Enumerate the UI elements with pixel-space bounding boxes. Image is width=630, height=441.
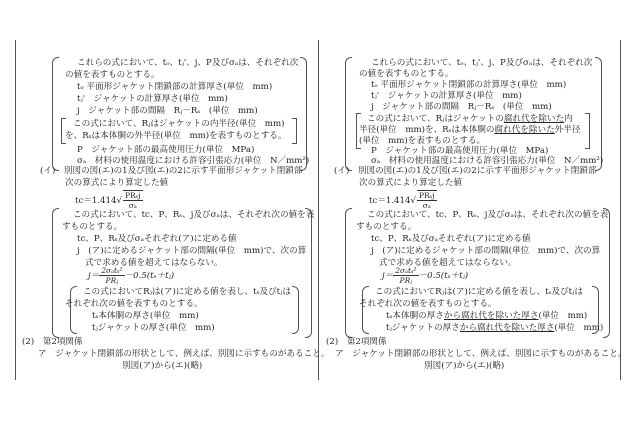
text-line: 半径(単位 mm)を、Rₛは本体胴の腐れ代を除いた外半径 — [359, 125, 581, 135]
text-line: tⱼジャケットの厚さ(単位 mm) — [92, 323, 215, 333]
paren-close — [305, 208, 312, 338]
text-line: 次の算式により算定した値 — [65, 178, 169, 188]
text-line: ア ジャケット閉鎖部の形状として、例えば、別図に示すものがあること。 — [38, 349, 330, 359]
text-line: (単位 mm)を表すものとする。 — [359, 136, 486, 146]
text-line: の値を表すものとする。 — [359, 69, 454, 79]
text-line: これらの式において、tₒ、tⱼ'、j、P及びσₐは、それぞれ次 — [77, 58, 299, 68]
text-line: tₒ 平面形ジャケット閉鎖部の計算厚さ(単位 mm) — [371, 80, 567, 90]
text-line: tⱼ' ジャケットの計算厚さ(単位 mm) — [371, 91, 522, 101]
section-heading: (2) 第2項関係 — [22, 337, 83, 347]
paren-open — [345, 57, 352, 171]
text-line: tₛ本体胴の厚さ(単位 mm) — [92, 311, 199, 321]
paren-close — [603, 208, 610, 338]
text-line: の値を表すものとする。 — [65, 70, 160, 80]
paren-close — [292, 286, 299, 334]
text-line: P ジャケット部の最高使用圧力(単位 MPa) — [77, 145, 255, 155]
tc-formula: tc＝1.414√ $\frac{\text{PRₛj}}{\text{σₐ}}$ — [75, 191, 141, 210]
text-line: 別図(ア)から(エ)(略) — [424, 361, 505, 371]
text-line: を、Rₛは本体胴の外半径(単位 mm)を表すものとする。 — [65, 131, 287, 141]
text-line: tc、P、Rₛ及びσₐそれぞれ(ア)に定める値 — [77, 234, 237, 244]
text-line: j (ア)に定めるジャケット部の間隔(単位 mm)で、次の算 — [77, 246, 307, 256]
text-line: それぞれ次の値を表すものとする。 — [359, 299, 497, 309]
paren-close — [300, 57, 307, 171]
text-line: それぞれ次の値を表すものとする。 — [65, 299, 203, 309]
paren-close — [595, 57, 602, 171]
j-formula: j＝ $\frac{\text{2σₐtₛ²}}{\text{PRⱼ}}$ －0.5(tₛ＋tⱼ) — [88, 266, 175, 285]
text-line: ア ジャケット閉鎖部の形状として、例えば、別図に示すものがあること。 — [335, 349, 627, 359]
text-line: tⱼジャケットの厚さから腐れ代を除いた厚さ(単位 mm) — [386, 323, 604, 333]
margin-rule-left — [15, 40, 16, 380]
text-line: σₐ 材料の使用温度における許容引張応力(単位 N／mm²) — [77, 156, 310, 166]
text-line: j (ア)に定めるジャケット部の間隔(単位 mm)で、次の算 — [371, 246, 601, 256]
text-line: すものとする。 — [356, 222, 417, 232]
column-divider — [318, 40, 319, 380]
bracket-close — [292, 118, 297, 144]
text-line: 別図(ア)から(エ)(略) — [122, 361, 203, 371]
text-line: tc、P、Rₛ及びσₐそれぞれ(ア)に定める値 — [371, 234, 531, 244]
text-line: P ジャケット部の最高使用圧力(単位 MPa) — [371, 146, 549, 156]
paren-open — [70, 286, 77, 334]
text-line: tₛ本体胴の厚さから腐れ代を除いた厚さ(単位 mm) — [386, 311, 588, 321]
bracket-close — [585, 113, 590, 149]
text-line: この式においてRⱼは(ア)に定める値を表し、tₛ及びtⱼは — [375, 287, 583, 297]
text-line: σₐ 材料の使用温度における許容引張応力(単位 N／mm²) — [371, 156, 604, 166]
paren-open — [52, 208, 59, 338]
j-formula: j＝ $\frac{\text{2σₐtₛ²}}{\text{PRⱼ}}$ －0.5(tₛ＋tⱼ) — [382, 266, 469, 285]
text-line: この式において、tc、P、Rₛ、j及びσₐは、それぞれ次の値を表 — [73, 210, 315, 220]
section-heading: (イ) 別図の図(エ)の1及び図(エ)の2に示す平面形ジャケット閉鎖部 — [40, 166, 303, 176]
text-line: この式において、Rⱼはジャケットの内半径(単位 mm) — [73, 119, 285, 129]
text-line: この式において、Rⱼはジャケットの腐れ代を除いた内 — [367, 114, 573, 124]
section-heading: (2) 第2項関係 — [326, 337, 387, 347]
text-line: すものとする。 — [62, 222, 123, 232]
paren-open — [362, 286, 369, 334]
section-heading: (イ) 別図の図(エ)の1及び図(エ)の2に示す平面形ジャケット閉鎖部 — [334, 166, 597, 176]
tc-formula: tc＝1.414√ $\frac{\text{PRₛj}}{\text{σₐ}}$ — [369, 191, 435, 210]
text-line: この式において、tc、P、Rₛ、j及びσₐは、それぞれ次の値を表 — [367, 210, 609, 220]
paren-open — [345, 208, 352, 338]
text-line: これらの式において、tₒ、tⱼ'、j、P及びσₐは、それぞれ次 — [371, 58, 593, 68]
margin-rule-right — [620, 40, 621, 380]
text-line: tⱼ' ジャケットの計算厚さ(単位 mm) — [77, 94, 228, 104]
text-line: j ジャケット部の間隔 Rⱼ－Rₛ (単位 mm) — [77, 106, 258, 116]
text-line: tₒ 平面形ジャケット閉鎖部の計算厚さ(単位 mm) — [77, 82, 273, 92]
text-line: 式で求める値を超えてはならない。 — [85, 258, 223, 268]
text-line: 式で求める値を超えてはならない。 — [379, 258, 517, 268]
text-line: この式においてRⱼは(ア)に定める値を表し、tₛ及びtⱼは — [83, 287, 291, 297]
text-line: 次の算式により算定した値 — [359, 178, 463, 188]
paren-open — [52, 57, 59, 171]
text-line: j ジャケット部の間隔 Rⱼ－Rₛ (単位 mm) — [371, 102, 552, 112]
